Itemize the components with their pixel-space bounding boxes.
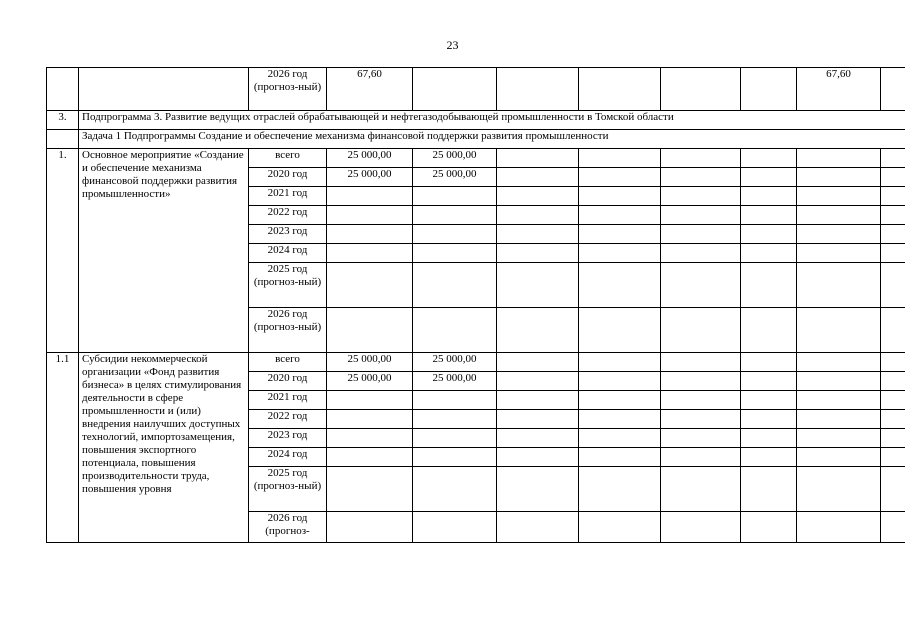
year-cell: 2026 год (прогноз- bbox=[249, 512, 327, 543]
value-cell bbox=[327, 206, 413, 225]
year-cell: 2026 год (прогноз-ный) bbox=[249, 308, 327, 353]
value-cell bbox=[741, 429, 797, 448]
value-cell bbox=[579, 149, 661, 168]
year-cell: 2020 год bbox=[249, 168, 327, 187]
year-cell: 2021 год bbox=[249, 391, 327, 410]
value-cell bbox=[881, 168, 905, 187]
value-cell bbox=[661, 149, 741, 168]
value-cell bbox=[497, 467, 579, 512]
value-cell bbox=[579, 206, 661, 225]
value-cell bbox=[797, 187, 881, 206]
value-cell bbox=[579, 187, 661, 206]
subprogram-row bbox=[47, 111, 905, 130]
value-cell bbox=[797, 512, 881, 543]
value-cell bbox=[881, 467, 905, 512]
value-cell bbox=[413, 225, 497, 244]
value-cell bbox=[881, 372, 905, 391]
value-cell bbox=[579, 225, 661, 244]
year-cell: 2024 год bbox=[249, 244, 327, 263]
value-cell bbox=[579, 168, 661, 187]
value-cell bbox=[661, 448, 741, 467]
value-cell bbox=[413, 308, 497, 353]
value-cell bbox=[579, 391, 661, 410]
year-cell: 2025 год (прогноз-ный) bbox=[249, 263, 327, 308]
value-cell bbox=[797, 353, 881, 372]
value-cell bbox=[881, 187, 905, 206]
value-cell bbox=[881, 263, 905, 308]
value-cell bbox=[579, 244, 661, 263]
measure-number: 1.1 bbox=[47, 353, 79, 543]
year-cell: 2023 год bbox=[249, 429, 327, 448]
value-cell bbox=[413, 391, 497, 410]
value-cell: 25 000,00 bbox=[413, 372, 497, 391]
value-cell bbox=[661, 187, 741, 206]
value-cell bbox=[327, 244, 413, 263]
value-cell bbox=[497, 187, 579, 206]
table-row bbox=[47, 149, 905, 168]
budget-table bbox=[46, 67, 905, 543]
subprogram-title: Подпрограмма 3. Развитие ведущих отраслей обрабатывающей и нефтегазодобывающей промышленности в Томской области bbox=[79, 111, 905, 130]
value-cell bbox=[797, 429, 881, 448]
measure-name: Субсидии некоммерческой организации «Фонд развития бизнеса» в целях стимулирования деятельности в сфере промышленности и (или) внедрения наилучших доступных технологий, импортозамещения, повышения экспортного потенциала, повышения производительности труда, повышения уровня bbox=[79, 353, 249, 543]
value-cell bbox=[497, 512, 579, 543]
value-cell bbox=[661, 206, 741, 225]
value-cell bbox=[797, 391, 881, 410]
value-cell bbox=[579, 68, 661, 111]
measure-name: Основное мероприятие «Создание и обеспечение механизма финансовой поддержки развития промышленности» bbox=[79, 149, 249, 353]
value-cell bbox=[881, 68, 905, 111]
value-cell bbox=[661, 244, 741, 263]
value-cell bbox=[327, 467, 413, 512]
year-cell: 2024 год bbox=[249, 448, 327, 467]
value-cell bbox=[741, 448, 797, 467]
year-cell: 2025 год (прогноз-ный) bbox=[249, 467, 327, 512]
year-cell: 2020 год bbox=[249, 372, 327, 391]
value-cell bbox=[413, 429, 497, 448]
value-cell bbox=[741, 308, 797, 353]
year-cell: 2026 год (прогноз-ный) bbox=[249, 68, 327, 111]
value-cell bbox=[497, 448, 579, 467]
value-cell bbox=[741, 68, 797, 111]
value-cell: 67,60 bbox=[797, 68, 881, 111]
value-cell bbox=[881, 244, 905, 263]
value-cell bbox=[497, 429, 579, 448]
value-cell bbox=[741, 225, 797, 244]
value-cell bbox=[797, 168, 881, 187]
value-cell bbox=[881, 391, 905, 410]
value-cell bbox=[497, 391, 579, 410]
value-cell: 25 000,00 bbox=[413, 168, 497, 187]
value-cell bbox=[413, 263, 497, 308]
value-cell bbox=[497, 308, 579, 353]
value-cell bbox=[497, 263, 579, 308]
value-cell bbox=[881, 353, 905, 372]
value-cell bbox=[797, 308, 881, 353]
value-cell bbox=[579, 308, 661, 353]
value-cell bbox=[661, 467, 741, 512]
value-cell bbox=[881, 149, 905, 168]
value-cell bbox=[327, 391, 413, 410]
row-number-cell bbox=[47, 68, 79, 111]
value-cell bbox=[327, 512, 413, 543]
value-cell bbox=[661, 372, 741, 391]
value-cell bbox=[661, 225, 741, 244]
value-cell bbox=[579, 263, 661, 308]
year-cell: всего bbox=[249, 353, 327, 372]
value-cell bbox=[497, 68, 579, 111]
value-cell bbox=[661, 68, 741, 111]
year-cell: 2023 год bbox=[249, 225, 327, 244]
value-cell: 25 000,00 bbox=[327, 372, 413, 391]
value-cell bbox=[741, 467, 797, 512]
value-cell bbox=[497, 225, 579, 244]
task-title: Задача 1 Подпрограммы Создание и обеспечение механизма финансовой поддержки развития промышленности bbox=[79, 130, 905, 149]
value-cell bbox=[741, 372, 797, 391]
value-cell bbox=[661, 168, 741, 187]
value-cell bbox=[881, 410, 905, 429]
value-cell bbox=[497, 372, 579, 391]
year-cell: 2022 год bbox=[249, 206, 327, 225]
value-cell bbox=[413, 187, 497, 206]
value-cell bbox=[797, 149, 881, 168]
year-cell: 2021 год bbox=[249, 187, 327, 206]
value-cell bbox=[741, 187, 797, 206]
value-cell bbox=[881, 225, 905, 244]
subprogram-number: 3. bbox=[47, 111, 79, 130]
value-cell bbox=[797, 244, 881, 263]
value-cell bbox=[413, 467, 497, 512]
value-cell bbox=[579, 467, 661, 512]
value-cell bbox=[327, 448, 413, 467]
value-cell bbox=[497, 410, 579, 429]
value-cell: 25 000,00 bbox=[327, 168, 413, 187]
value-cell bbox=[741, 391, 797, 410]
value-cell bbox=[741, 206, 797, 225]
value-cell bbox=[579, 512, 661, 543]
table-row bbox=[47, 68, 905, 111]
measure-number: 1. bbox=[47, 149, 79, 353]
value-cell bbox=[741, 244, 797, 263]
value-cell bbox=[661, 263, 741, 308]
value-cell bbox=[741, 512, 797, 543]
value-cell bbox=[413, 512, 497, 543]
value-cell bbox=[327, 263, 413, 308]
value-cell bbox=[413, 244, 497, 263]
table-body bbox=[47, 68, 905, 543]
value-cell bbox=[797, 225, 881, 244]
task-row bbox=[47, 130, 905, 149]
value-cell bbox=[327, 410, 413, 429]
value-cell bbox=[661, 410, 741, 429]
value-cell: 25 000,00 bbox=[327, 353, 413, 372]
value-cell bbox=[741, 353, 797, 372]
value-cell bbox=[797, 206, 881, 225]
value-cell bbox=[741, 168, 797, 187]
value-cell bbox=[797, 410, 881, 429]
value-cell bbox=[661, 308, 741, 353]
value-cell bbox=[881, 308, 905, 353]
value-cell: 25 000,00 bbox=[327, 149, 413, 168]
value-cell bbox=[413, 68, 497, 111]
value-cell bbox=[497, 206, 579, 225]
value-cell bbox=[413, 410, 497, 429]
year-cell: всего bbox=[249, 149, 327, 168]
page-number: 23 bbox=[446, 38, 459, 52]
value-cell bbox=[579, 448, 661, 467]
value-cell bbox=[881, 448, 905, 467]
value-cell: 25 000,00 bbox=[413, 353, 497, 372]
value-cell bbox=[741, 149, 797, 168]
value-cell bbox=[579, 410, 661, 429]
value-cell bbox=[661, 353, 741, 372]
value-cell bbox=[661, 429, 741, 448]
value-cell bbox=[881, 206, 905, 225]
value-cell bbox=[661, 512, 741, 543]
table-row bbox=[47, 353, 905, 372]
value-cell bbox=[797, 263, 881, 308]
value-cell bbox=[497, 149, 579, 168]
value-cell bbox=[579, 353, 661, 372]
value-cell bbox=[579, 429, 661, 448]
value-cell bbox=[497, 244, 579, 263]
value-cell bbox=[881, 429, 905, 448]
value-cell: 25 000,00 bbox=[413, 149, 497, 168]
value-cell bbox=[579, 372, 661, 391]
value-cell bbox=[797, 467, 881, 512]
value-cell bbox=[497, 168, 579, 187]
value-cell bbox=[327, 187, 413, 206]
value-cell bbox=[327, 429, 413, 448]
value-cell bbox=[741, 263, 797, 308]
value-cell: 67,60 bbox=[327, 68, 413, 111]
value-cell bbox=[327, 225, 413, 244]
value-cell bbox=[661, 391, 741, 410]
year-cell: 2022 год bbox=[249, 410, 327, 429]
value-cell bbox=[741, 410, 797, 429]
value-cell bbox=[797, 372, 881, 391]
value-cell bbox=[413, 448, 497, 467]
task-number bbox=[47, 130, 79, 149]
value-cell bbox=[797, 448, 881, 467]
value-cell bbox=[327, 308, 413, 353]
value-cell bbox=[881, 512, 905, 543]
measure-name-cell bbox=[79, 68, 249, 111]
value-cell bbox=[413, 206, 497, 225]
value-cell bbox=[497, 353, 579, 372]
